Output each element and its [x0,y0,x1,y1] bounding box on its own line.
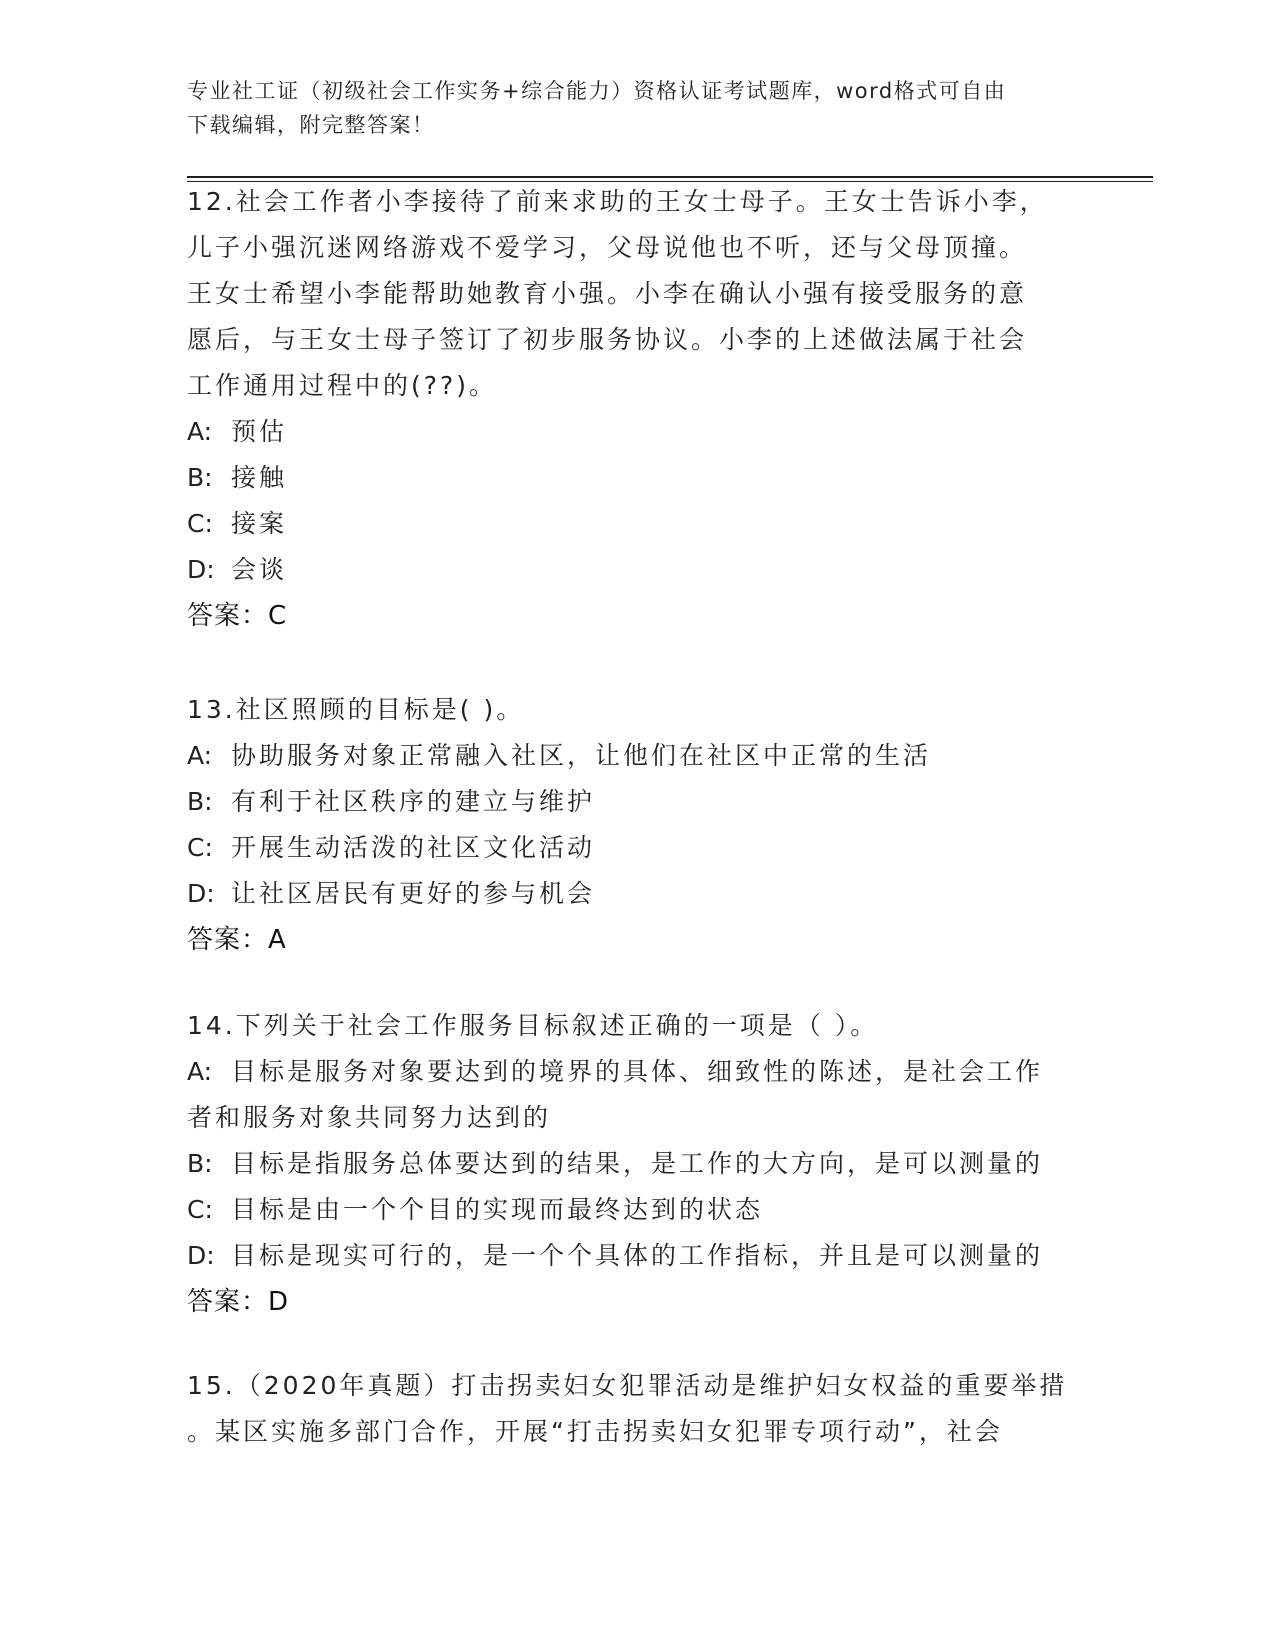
answer: 答案：C [187,601,288,631]
option-text: 目标是由一个个目的实现而最终达到的状态 [231,1195,764,1224]
question-stem-line: 。某区实施多部门合作，开展“打击拐卖妇女犯罪专项行动”，社会 [187,1417,1003,1446]
option-key: A: [187,1057,213,1086]
option-key: B: [187,463,213,492]
option-text: 接触 [231,463,288,492]
option-d [187,1233,1087,1279]
question-stem-line: 工作通用过程中的(??)。 [187,371,498,400]
option-a [187,1049,1087,1095]
question-stem-line: 14.下列关于社会工作服务目标叙述正确的一项是（ ）。 [187,1011,879,1040]
header-line-1: 专业社工证（初级社会工作实务+综合能力）资格认证考试题库，word格式可自由 [187,79,1007,103]
option-key: C: [187,1195,213,1224]
option-c [187,825,1087,871]
option-key: D: [187,1241,215,1270]
question-stem-line: 王女士希望小李能帮助她教育小强。小李在确认小强有接受服务的意 [187,279,1028,308]
option-text: 预估 [231,417,288,446]
question-stem-line: 15.（2020年真题）打击拐卖妇女犯罪活动是维护妇女权益的重要举措 [187,1371,1068,1400]
option-text: 让社区居民有更好的参与机会 [231,879,596,908]
option-text: 会谈 [231,555,288,584]
option-key: A: [187,417,213,446]
option-key: B: [187,1149,213,1178]
option-b [187,1141,1087,1187]
option-text: 开展生动活泼的社区文化活动 [231,833,596,862]
question-stem-line: 愿后，与王女士母子签订了初步服务协议。小李的上述做法属于社会 [187,325,1028,354]
option-text: 有利于社区秩序的建立与维护 [231,787,596,816]
option-key: A: [187,741,213,770]
option-b [187,779,1087,825]
question-stem-line: 儿子小强沉迷网络游戏不爱学习，父母说他也不听，还与父母顶撞。 [187,233,1028,262]
option-text: 协助服务对象正常融入社区，让他们在社区中正常的生活 [231,741,932,770]
question-12 [187,179,1087,639]
option-key: D: [187,555,215,584]
option-b [187,455,1087,501]
option-key: C: [187,833,213,862]
answer: 答案：A [187,925,287,955]
question-15 [187,1363,1087,1455]
option-key: C: [187,509,213,538]
option-a-continuation: 者和服务对象共同努力达到的 [187,1103,552,1132]
option-text: 目标是服务对象要达到的境界的具体、细致性的陈述，是社会工作 [231,1057,1044,1086]
option-key: B: [187,787,213,816]
option-text: 目标是指服务总体要达到的结果，是工作的大方向，是可以测量的 [231,1149,1044,1178]
option-a [187,409,1087,455]
option-text: 接案 [231,509,288,538]
option-c [187,501,1087,547]
question-stem-line: 13.社区照顾的目标是( )。 [187,695,525,724]
question-13 [187,687,1087,963]
header-rule-thick [187,176,1153,178]
header-line-2: 下载编辑，附完整答案！ [187,113,435,137]
question-14 [187,1003,1087,1325]
option-d [187,547,1087,593]
option-a [187,733,1087,779]
option-d [187,871,1087,917]
page-header [187,74,1087,142]
option-text: 目标是现实可行的，是一个个具体的工作指标，并且是可以测量的 [231,1241,1044,1270]
option-c [187,1187,1087,1233]
answer: 答案：D [187,1287,290,1317]
question-stem-line: 12.社会工作者小李接待了前来求助的王女士母子。王女士告诉小李， [187,187,1048,216]
option-key: D: [187,879,215,908]
